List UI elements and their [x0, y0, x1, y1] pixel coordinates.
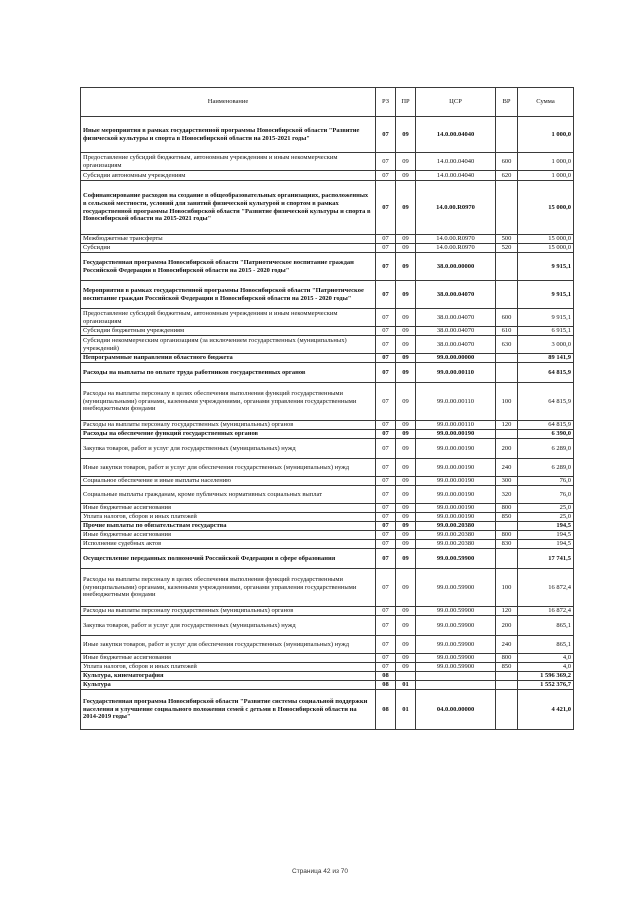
cell-csr: 99.0.00.00190 [416, 430, 496, 439]
cell-name: Уплата налогов, сборов и иных платежей [81, 513, 376, 522]
cell-pr: 09 [396, 663, 416, 672]
cell-sum: 76,0 [518, 486, 574, 504]
cell-csr: 38.0.00.04070 [416, 281, 496, 309]
cell-name: Софинансирование расходов на создание в общеобразовательных организациях, расположенных в сельской местности, условий для занятий физической культурой и спортом в рамках государственной программы Новосибирской области "Развитие физической культуры и спорта в Новосибирской области на 2015-2021 годы" [81, 181, 376, 235]
cell-csr: 14.0.00.04040 [416, 117, 496, 153]
cell-csr: 99.0.00.20380 [416, 540, 496, 549]
cell-pr: 09 [396, 383, 416, 421]
cell-name: Непрограммные направления областного бюджета [81, 354, 376, 363]
table-row [81, 181, 574, 235]
table-row [81, 569, 574, 607]
cell-pr: 09 [396, 363, 416, 383]
cell-vr [496, 690, 518, 730]
table-row [81, 513, 574, 522]
cell-name: Субсидии некоммерческим организациям (за исключением государственных (муниципальных) учреждений) [81, 336, 376, 354]
cell-rz: 07 [376, 244, 396, 253]
cell-sum: 16 872,4 [518, 607, 574, 616]
cell-name: Закупка товаров, работ и услуг для государственных (муниципальных) нужд [81, 439, 376, 459]
cell-pr: 01 [396, 681, 416, 690]
cell-vr [496, 430, 518, 439]
cell-name: Расходы на выплаты персоналу государственных (муниципальных) органов [81, 421, 376, 430]
cell-csr: 99.0.00.59900 [416, 636, 496, 654]
table-row [81, 672, 574, 681]
cell-name: Иные закупки товаров, работ и услуг для обеспечения государственных (муниципальных) нужд [81, 636, 376, 654]
cell-vr: 200 [496, 616, 518, 636]
table-row [81, 540, 574, 549]
cell-csr: 99.0.00.00190 [416, 504, 496, 513]
cell-pr: 09 [396, 117, 416, 153]
cell-csr: 99.0.00.00190 [416, 486, 496, 504]
cell-pr: 09 [396, 430, 416, 439]
cell-vr: 630 [496, 336, 518, 354]
cell-rz: 07 [376, 531, 396, 540]
cell-name: Субсидии [81, 244, 376, 253]
cell-name: Социальное обеспечение и иные выплаты населению [81, 477, 376, 486]
cell-pr: 09 [396, 327, 416, 336]
cell-sum: 1 000,0 [518, 171, 574, 181]
cell-sum: 194,5 [518, 522, 574, 531]
cell-rz: 07 [376, 522, 396, 531]
cell-sum: 64 815,9 [518, 363, 574, 383]
cell-rz: 07 [376, 636, 396, 654]
cell-sum: 89 141,9 [518, 354, 574, 363]
cell-pr: 09 [396, 522, 416, 531]
cell-rz: 07 [376, 549, 396, 569]
table-row [81, 281, 574, 309]
cell-name: Уплата налогов, сборов и иных платежей [81, 663, 376, 672]
cell-name: Расходы на обеспечение функций государственных органов [81, 430, 376, 439]
table-row [81, 531, 574, 540]
table-row [81, 486, 574, 504]
cell-csr: 14.0.00.04040 [416, 171, 496, 181]
cell-pr: 09 [396, 281, 416, 309]
header-sum: Сумма [518, 88, 574, 117]
cell-sum: 25,0 [518, 504, 574, 513]
cell-name: Расходы на выплаты персоналу в целях обеспечения выполнения функций государственными (муниципальными) органами, казенными учреждениями, органами управления государственными внебюджетными фондами [81, 569, 376, 607]
cell-sum: 6 289,0 [518, 439, 574, 459]
header-pr: ПР [396, 88, 416, 117]
cell-sum: 865,1 [518, 636, 574, 654]
cell-sum: 16 872,4 [518, 569, 574, 607]
cell-csr: 99.0.00.00110 [416, 383, 496, 421]
cell-pr: 09 [396, 636, 416, 654]
table-row [81, 354, 574, 363]
cell-rz: 07 [376, 181, 396, 235]
cell-vr: 240 [496, 636, 518, 654]
table-row [81, 117, 574, 153]
cell-pr: 09 [396, 486, 416, 504]
cell-pr: 09 [396, 531, 416, 540]
cell-name: Межбюджетные трансферты [81, 235, 376, 244]
cell-sum: 194,5 [518, 540, 574, 549]
cell-pr: 09 [396, 354, 416, 363]
cell-name: Расходы на выплаты по оплате труда работников государственных органов [81, 363, 376, 383]
table-row [81, 253, 574, 281]
header-csr: ЦСР [416, 88, 496, 117]
page-number: Страница 42 из 70 [292, 868, 348, 875]
cell-rz: 07 [376, 540, 396, 549]
cell-rz: 07 [376, 117, 396, 153]
table-row [81, 383, 574, 421]
cell-pr: 09 [396, 253, 416, 281]
cell-vr [496, 181, 518, 235]
cell-rz: 07 [376, 654, 396, 663]
cell-csr: 99.0.00.00190 [416, 477, 496, 486]
cell-csr: 14.0.00.04040 [416, 153, 496, 171]
cell-pr: 09 [396, 421, 416, 430]
cell-pr: 09 [396, 607, 416, 616]
cell-vr: 120 [496, 607, 518, 616]
cell-pr: 09 [396, 569, 416, 607]
header-rz: РЗ [376, 88, 396, 117]
cell-sum: 25,0 [518, 513, 574, 522]
cell-rz: 07 [376, 354, 396, 363]
cell-csr: 99.0.00.59900 [416, 569, 496, 607]
cell-pr: 09 [396, 439, 416, 459]
cell-pr: 09 [396, 235, 416, 244]
cell-pr: 09 [396, 336, 416, 354]
cell-csr: 99.0.00.00190 [416, 439, 496, 459]
cell-csr: 38.0.00.04070 [416, 309, 496, 327]
cell-pr: 01 [396, 690, 416, 730]
cell-sum: 76,0 [518, 477, 574, 486]
table-row [81, 616, 574, 636]
cell-pr: 09 [396, 153, 416, 171]
cell-csr: 38.0.00.04070 [416, 327, 496, 336]
cell-vr: 500 [496, 235, 518, 244]
cell-csr: 99.0.00.00110 [416, 421, 496, 430]
cell-csr: 99.0.00.00190 [416, 459, 496, 477]
cell-sum: 1 000,0 [518, 117, 574, 153]
cell-rz: 07 [376, 430, 396, 439]
cell-sum: 4,0 [518, 663, 574, 672]
cell-rz: 08 [376, 690, 396, 730]
cell-pr: 09 [396, 459, 416, 477]
table-row [81, 477, 574, 486]
cell-vr: 610 [496, 327, 518, 336]
cell-name: Культура [81, 681, 376, 690]
cell-csr: 99.0.00.59900 [416, 549, 496, 569]
table-row [81, 504, 574, 513]
cell-rz: 07 [376, 253, 396, 281]
cell-sum: 15 000,0 [518, 244, 574, 253]
cell-name: Предоставление субсидий бюджетным, автономным учреждениям и иным некоммерческим организациям [81, 309, 376, 327]
cell-vr [496, 117, 518, 153]
cell-name: Иные бюджетные ассигнования [81, 504, 376, 513]
table-row [81, 663, 574, 672]
cell-sum: 6 915,1 [518, 327, 574, 336]
cell-name: Государственная программа Новосибирской области "Патриотическое воспитание граждан Российской Федерации в Новосибирской области на 2015 - 2020 годы" [81, 253, 376, 281]
cell-csr: 99.0.00.59900 [416, 607, 496, 616]
cell-sum: 64 815,9 [518, 383, 574, 421]
table-row [81, 309, 574, 327]
cell-vr: 620 [496, 171, 518, 181]
cell-sum: 6 390,0 [518, 430, 574, 439]
table-row [81, 363, 574, 383]
cell-vr [496, 549, 518, 569]
cell-pr: 09 [396, 549, 416, 569]
cell-vr: 800 [496, 654, 518, 663]
cell-rz: 08 [376, 672, 396, 681]
table-row [81, 336, 574, 354]
cell-rz: 07 [376, 421, 396, 430]
cell-sum: 4 421,0 [518, 690, 574, 730]
cell-pr: 09 [396, 477, 416, 486]
cell-pr: 09 [396, 181, 416, 235]
cell-rz: 07 [376, 663, 396, 672]
cell-pr: 09 [396, 504, 416, 513]
cell-csr: 99.0.00.00000 [416, 354, 496, 363]
cell-name: Субсидии автономным учреждениям [81, 171, 376, 181]
cell-vr [496, 681, 518, 690]
table-row [81, 522, 574, 531]
cell-vr: 520 [496, 244, 518, 253]
cell-name: Закупка товаров, работ и услуг для государственных (муниципальных) нужд [81, 616, 376, 636]
cell-rz: 07 [376, 281, 396, 309]
cell-vr [496, 672, 518, 681]
cell-sum: 9 915,1 [518, 253, 574, 281]
cell-rz: 07 [376, 486, 396, 504]
table-row [81, 549, 574, 569]
cell-name: Иные бюджетные ассигнования [81, 531, 376, 540]
cell-sum: 15 000,0 [518, 235, 574, 244]
cell-rz: 07 [376, 513, 396, 522]
cell-rz: 07 [376, 153, 396, 171]
cell-rz: 07 [376, 504, 396, 513]
cell-vr: 100 [496, 383, 518, 421]
table-row [81, 681, 574, 690]
cell-vr: 850 [496, 513, 518, 522]
cell-sum: 64 815,9 [518, 421, 574, 430]
cell-vr: 850 [496, 663, 518, 672]
cell-csr: 38.0.00.04070 [416, 336, 496, 354]
table-row [81, 327, 574, 336]
cell-rz: 07 [376, 616, 396, 636]
cell-csr: 99.0.00.59900 [416, 616, 496, 636]
cell-sum: 1 552 376,7 [518, 681, 574, 690]
cell-vr [496, 522, 518, 531]
cell-pr: 09 [396, 244, 416, 253]
cell-csr: 38.0.00.00000 [416, 253, 496, 281]
table-header-row [81, 88, 574, 117]
cell-vr: 300 [496, 477, 518, 486]
cell-vr: 320 [496, 486, 518, 504]
cell-rz: 07 [376, 327, 396, 336]
cell-name: Государственная программа Новосибирской области "Развитие системы социальной поддержки населения и улучшение социального положения семей с детьми в Новосибирской области на 2014-2019 годы" [81, 690, 376, 730]
cell-sum: 15 000,0 [518, 181, 574, 235]
cell-sum: 865,1 [518, 616, 574, 636]
cell-pr: 09 [396, 513, 416, 522]
cell-csr: 14.0.00.R0970 [416, 181, 496, 235]
cell-vr: 200 [496, 439, 518, 459]
cell-pr [396, 672, 416, 681]
cell-sum: 1 000,0 [518, 153, 574, 171]
table-row [81, 235, 574, 244]
table-row [81, 153, 574, 171]
cell-rz: 07 [376, 607, 396, 616]
cell-rz: 07 [376, 569, 396, 607]
header-vr: ВР [496, 88, 518, 117]
cell-rz: 07 [376, 477, 396, 486]
budget-table-sheet [80, 87, 573, 730]
cell-rz: 08 [376, 681, 396, 690]
cell-csr: 99.0.00.00190 [416, 513, 496, 522]
cell-name: Иные бюджетные ассигнования [81, 654, 376, 663]
cell-vr: 600 [496, 309, 518, 327]
table-body [81, 117, 574, 730]
cell-rz: 07 [376, 309, 396, 327]
cell-csr [416, 672, 496, 681]
cell-csr: 14.0.00.R0970 [416, 235, 496, 244]
cell-csr: 99.0.00.00110 [416, 363, 496, 383]
cell-name: Иные мероприятия в рамках государственной программы Новосибирской области "Развитие физической культуры и спорта в Новосибирской области на 2015-2021 годы" [81, 117, 376, 153]
cell-pr: 09 [396, 616, 416, 636]
cell-csr: 99.0.00.59900 [416, 654, 496, 663]
cell-rz: 07 [376, 336, 396, 354]
cell-rz: 07 [376, 235, 396, 244]
table-row [81, 244, 574, 253]
header-name: Наименование [81, 88, 376, 117]
cell-csr: 99.0.00.20380 [416, 531, 496, 540]
cell-pr: 09 [396, 309, 416, 327]
table-row [81, 421, 574, 430]
cell-name: Осуществление переданных полномочий Российской Федерации в сфере образования [81, 549, 376, 569]
cell-vr: 600 [496, 153, 518, 171]
cell-sum: 1 596 369,2 [518, 672, 574, 681]
table-row [81, 607, 574, 616]
table-row [81, 171, 574, 181]
cell-rz: 07 [376, 363, 396, 383]
cell-pr: 09 [396, 171, 416, 181]
cell-name: Прочие выплаты по обязательствам государства [81, 522, 376, 531]
cell-vr: 800 [496, 531, 518, 540]
cell-rz: 07 [376, 171, 396, 181]
cell-pr: 09 [396, 654, 416, 663]
cell-csr: 99.0.00.20380 [416, 522, 496, 531]
cell-name: Исполнение судебных актов [81, 540, 376, 549]
table-row [81, 690, 574, 730]
cell-csr: 99.0.00.59900 [416, 663, 496, 672]
table-row [81, 636, 574, 654]
cell-sum: 9 915,1 [518, 281, 574, 309]
table-row [81, 430, 574, 439]
cell-name: Предоставление субсидий бюджетным, автономным учреждениям и иным некоммерческим организациям [81, 153, 376, 171]
cell-name: Социальные выплаты гражданам, кроме публичных нормативных социальных выплат [81, 486, 376, 504]
cell-name: Расходы на выплаты персоналу в целях обеспечения выполнения функций государственными (муниципальными) органами, казенными учреждениями, органами управления государственными внебюджетными фондами [81, 383, 376, 421]
cell-vr [496, 363, 518, 383]
cell-vr: 830 [496, 540, 518, 549]
cell-vr: 240 [496, 459, 518, 477]
cell-vr [496, 354, 518, 363]
cell-sum: 194,5 [518, 531, 574, 540]
cell-name: Расходы на выплаты персоналу государственных (муниципальных) органов [81, 607, 376, 616]
cell-name: Субсидии бюджетным учреждениям [81, 327, 376, 336]
cell-name: Иные закупки товаров, работ и услуг для обеспечения государственных (муниципальных) нужд [81, 459, 376, 477]
cell-csr [416, 681, 496, 690]
cell-sum: 17 741,5 [518, 549, 574, 569]
cell-csr: 04.0.00.00000 [416, 690, 496, 730]
cell-rz: 07 [376, 439, 396, 459]
cell-vr [496, 281, 518, 309]
cell-vr [496, 253, 518, 281]
cell-rz: 07 [376, 459, 396, 477]
cell-vr: 120 [496, 421, 518, 430]
cell-sum: 4,0 [518, 654, 574, 663]
cell-csr: 14.0.00.R0970 [416, 244, 496, 253]
table-row [81, 654, 574, 663]
cell-vr: 800 [496, 504, 518, 513]
cell-name: Культура, кинематография [81, 672, 376, 681]
cell-pr: 09 [396, 540, 416, 549]
budget-table [80, 87, 574, 730]
cell-vr: 100 [496, 569, 518, 607]
cell-sum: 9 915,1 [518, 309, 574, 327]
cell-name: Мероприятия в рамках государственной программы Новосибирской области "Патриотическое воспитание граждан Российской Федерации в Новосибирской области на 2015 - 2020 годы" [81, 281, 376, 309]
table-row [81, 459, 574, 477]
table-row [81, 439, 574, 459]
cell-sum: 6 289,0 [518, 459, 574, 477]
cell-sum: 3 000,0 [518, 336, 574, 354]
cell-rz: 07 [376, 383, 396, 421]
